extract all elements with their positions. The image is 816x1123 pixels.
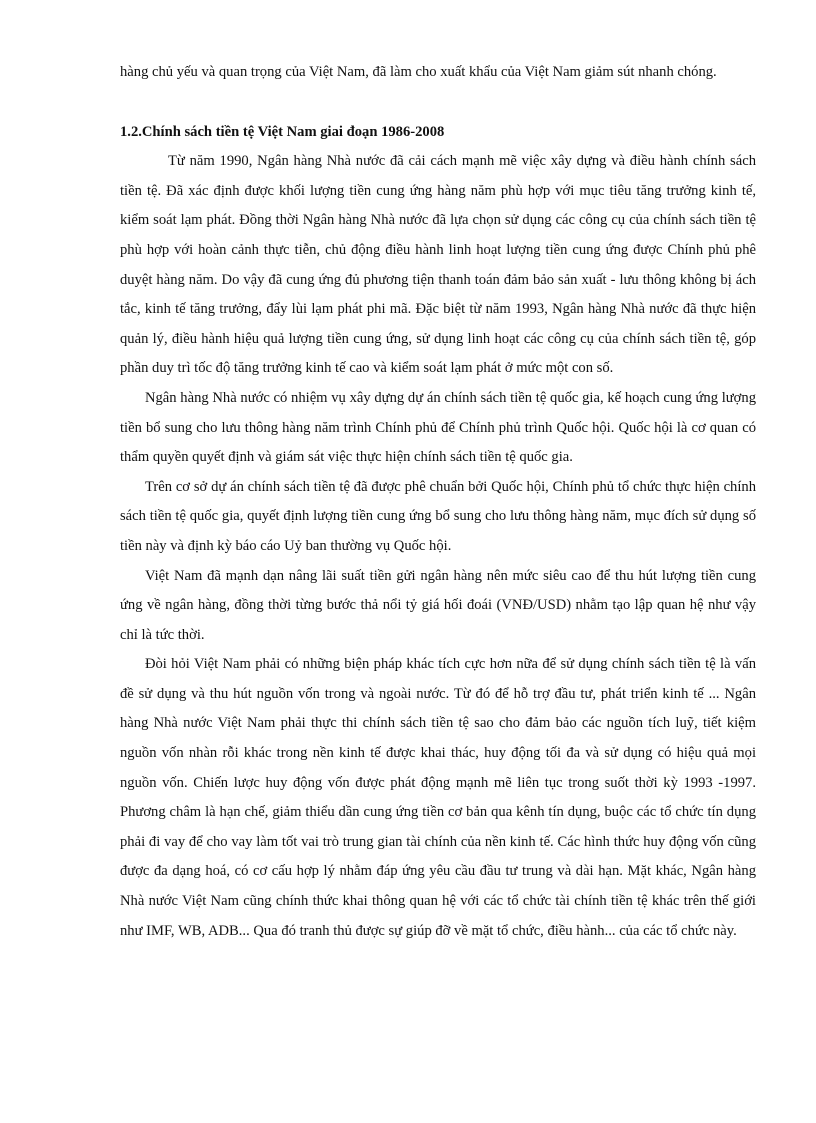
paragraph-4: Việt Nam đã mạnh dạn nâng lãi suất tiền gửi ngân hàng nên mức siêu cao để thu hút lượng tiền cung ứng về ngân hàng, đồng thời từng bước thả nổi tỷ giá hối đoái (VNĐ/USD) nhằm tạo lập quan hệ như vậy chỉ là tức thời. xyxy=(120,567,756,643)
document-page xyxy=(120,58,756,946)
paragraph-5: Đòi hỏi Việt Nam phải có những biện pháp khác tích cực hơn nữa để sử dụng chính sách tiền tệ là vấn đề sử dụng và thu hút nguồn vốn trong và ngoài nước. Từ đó để hỗ trợ đầu tư, phát triển kinh tế ... Ngân hàng Nhà nước Việt Nam phải thực thi chính sách tiền tệ sao cho đảm bảo các nguồn tích luỹ, tiết kiệm nguồn vốn nhàn rỗi khác trong nền kinh tế được khai thác, huy động tối đa và sử dụng có hiệu quả mọi nguồn vốn. Chiến lược huy động vốn được phát động mạnh mẽ liên tục trong suốt thời kỳ 1993 -1997. Phương châm là hạn chế, giảm thiểu dần cung ứng tiền cơ bản qua kênh tín dụng, buộc các tổ chức tín dụng phải đi vay để cho vay làm tốt vai trò trung gian tài chính của nền kinh tế. Các hình thức huy động vốn cũng được đa dạng hoá, có cơ cấu hợp lý nhằm đáp ứng yêu cầu đầu tư trung và dài hạn. Mặt khác, Ngân hàng Nhà nước Việt Nam cũng chính thức khai thông quan hệ với các tổ chức tài chính tiền tệ khác trên thế giới như IMF, WB, ADB... Qua đó tranh thủ được sự giúp đỡ về mặt tổ chức, điều hành... của các tổ chức này. xyxy=(120,656,756,939)
paragraph-3: Trên cơ sở dự án chính sách tiền tệ đã được phê chuẩn bởi Quốc hội, Chính phủ tổ chức thực hiện chính sách tiền tệ quốc gia, quyết định lượng tiền cung ứng bổ sung cho lưu thông hàng năm, mục đích sử dụng số tiền này và định kỳ báo cáo Uỷ ban thường vụ Quốc hội. xyxy=(120,478,756,554)
section-heading: 1.2.Chính sách tiền tệ Việt Nam giai đoạn 1986-2008 xyxy=(120,123,445,140)
paragraph-2: Ngân hàng Nhà nước có nhiệm vụ xây dựng dự án chính sách tiền tệ quốc gia, kế hoạch cung ứng lượng tiền bổ sung cho lưu thông hàng năm trình Chính phủ để Chính phủ trình Quốc hội. Quốc hội là cơ quan có thẩm quyền quyết định và giám sát việc thực hiện chính sách tiền tệ quốc gia. xyxy=(120,389,756,466)
paragraph-1: Từ năm 1990, Ngân hàng Nhà nước đã cải cách mạnh mẽ việc xây dựng và điều hành chính sách tiền tệ. Đã xác định được khối lượng tiền cung ứng hàng năm phù hợp với mục tiêu tăng trưởng kinh tế, kiểm soát lạm phát. Đồng thời Ngân hàng Nhà nước đã lựa chọn sử dụng các công cụ của chính sách tiền tệ phù hợp với hoàn cảnh thực tiễn, chủ động điều hành linh hoạt lượng tiền cung ứng được Chính phủ phê duyệt hàng năm. Do vậy đã cung ứng đủ phương tiện thanh toán đảm bảo sản xuất - lưu thông không bị ách tắc, kinh tế tăng trưởng, đẩy lùi lạm phát phi mã. Đặc biệt từ năm 1993, Ngân hàng Nhà nước đã thực hiện quản lý, điều hành hiệu quả lượng tiền cung ứng, sử dụng linh hoạt các công cụ của chính sách tiền tệ, góp phần duy trì tốc độ tăng trưởng kinh tế cao và kiểm soát lạm phát ở mức một con số. xyxy=(120,153,756,377)
intro-paragraph: hàng chủ yếu và quan trọng của Việt Nam, đã làm cho xuất khẩu của Việt Nam giảm sút nhanh chóng. xyxy=(120,64,717,80)
